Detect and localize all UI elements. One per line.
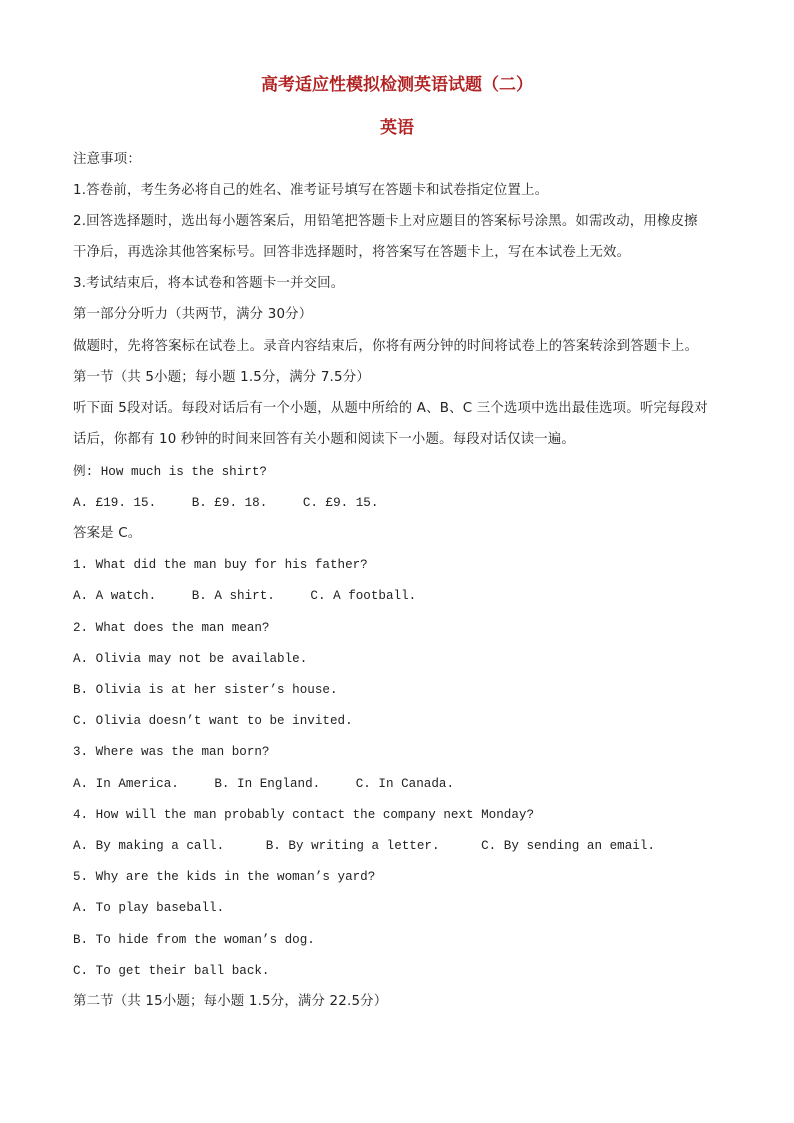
exam-title: 高考适应性模拟检测英语试题（二） bbox=[261, 75, 533, 95]
question-4-option-c: C. By sending an email. bbox=[481, 839, 655, 853]
exam-subject: 英语 bbox=[380, 118, 414, 138]
question-5-stem: 5. Why are the kids in the woman’s yard? bbox=[73, 870, 376, 884]
question-1-option-c: C. A football. bbox=[310, 589, 417, 603]
question-3-options bbox=[73, 774, 733, 794]
notice-heading: 注意事项： bbox=[73, 152, 141, 167]
question-1-stem: 1. What did the man buy for his father? bbox=[73, 558, 368, 572]
question-4-option-b: B. By writing a letter. bbox=[265, 839, 440, 853]
notice-item-1: 1.答卷前，考生务必将自己的姓名、准考证号填写在答题卡和试卷指定位置上。 bbox=[73, 183, 549, 198]
question-1-option-a: A. A watch. bbox=[73, 589, 157, 603]
question-5-option-b: B. To hide from the woman’s dog. bbox=[73, 933, 315, 947]
question-4-stem: 4. How will the man probably contact the company next Monday? bbox=[73, 808, 535, 822]
question-2-option-a: A. Olivia may not be available. bbox=[73, 652, 308, 666]
question-5-option-c: C. To get their ball back. bbox=[73, 964, 270, 978]
question-3-stem: 3. Where was the man born? bbox=[73, 745, 270, 759]
section1-direction-line-1: 听下面 5段对话。每段对话后有一个小题，从题中所给的 A、B、C 三个选项中选出最佳选项。听完每段对 bbox=[73, 401, 708, 416]
question-1-options bbox=[73, 586, 733, 606]
section2-heading: 第二节（共 15小题；每小题 1.5分，满分 22.5分） bbox=[73, 994, 388, 1009]
question-2-option-c: C. Olivia doesn’t want to be invited. bbox=[73, 714, 353, 728]
example-option-a: A. £19. 15. bbox=[73, 496, 157, 510]
question-3-option-a: A. In America. bbox=[73, 777, 179, 791]
notice-item-2-line-1: 2.回答选择题时，选出每小题答案后，用铅笔把答题卡上对应题目的答案标号涂黑。如需改动，用橡皮擦 bbox=[73, 214, 698, 229]
notice-item-3: 3.考试结束后，将本试卷和答题卡一并交回。 bbox=[73, 276, 345, 291]
part1-heading: 第一部分分听力（共两节，满分 30分） bbox=[73, 307, 313, 322]
section1-heading: 第一节（共 5小题；每小题 1.5分，满分 7.5分） bbox=[73, 370, 370, 385]
question-3-option-c: C. In Canada. bbox=[355, 777, 454, 791]
example-question: 例: How much is the shirt? bbox=[73, 465, 267, 479]
question-5-option-a: A. To play baseball. bbox=[73, 901, 225, 915]
question-2-stem: 2. What does the man mean? bbox=[73, 621, 270, 635]
question-4-options bbox=[73, 836, 733, 856]
example-option-b: B. £9. 18. bbox=[191, 496, 268, 510]
part1-instruction: 做题时，先将答案标在试卷上。录音内容结束后，你将有两分钟的时间将试卷上的答案转涂到答题卡上。 bbox=[73, 339, 699, 354]
question-1-option-b: B. A shirt. bbox=[191, 589, 275, 603]
example-answer: 答案是 C。 bbox=[73, 526, 142, 541]
question-2-option-b: B. Olivia is at her sister’s house. bbox=[73, 683, 338, 697]
example-options bbox=[73, 493, 733, 513]
section1-direction-line-2: 话后，你都有 10 秒钟的时间来回答有关小题和阅读下一小题。每段对话仅读一遍。 bbox=[73, 432, 576, 447]
example-option-c: C. £9. 15. bbox=[302, 496, 379, 510]
question-4-option-a: A. By making a call. bbox=[73, 839, 225, 853]
question-3-option-b: B. In England. bbox=[214, 777, 321, 791]
notice-item-2-line-2: 干净后，再选涂其他答案标号。回答非选择题时，将答案写在答题卡上，写在本试卷上无效。 bbox=[73, 245, 631, 260]
